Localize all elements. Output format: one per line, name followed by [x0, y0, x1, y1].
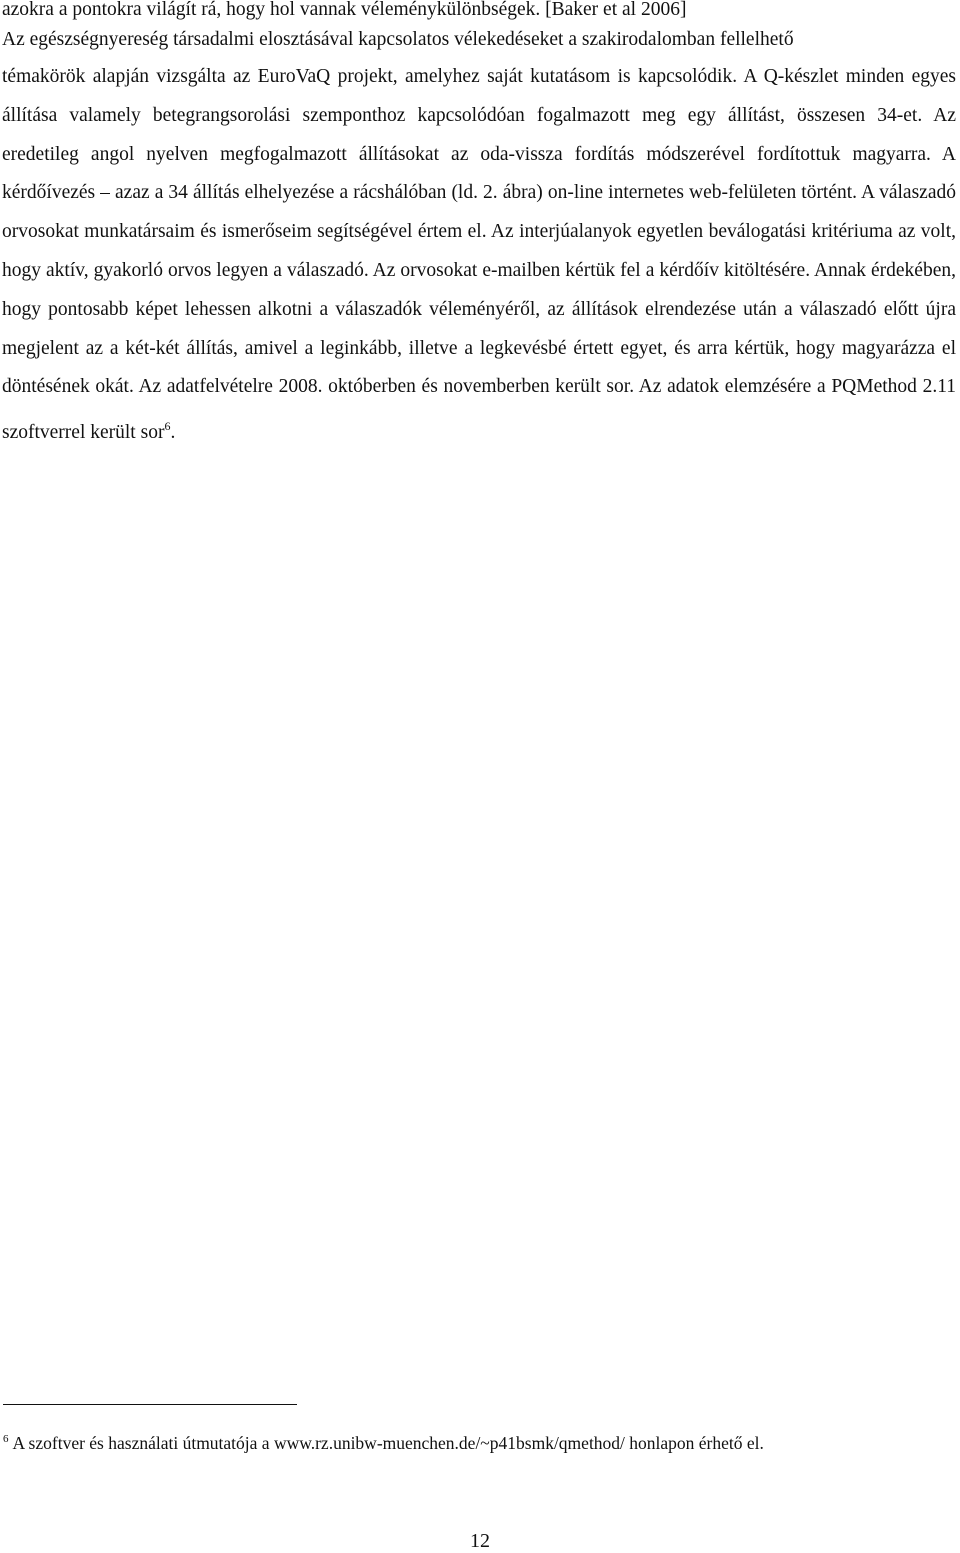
paragraph-text: témakörök alapján vizsgálta az EuroVaQ projekt, amelyhez saját kutatásom is kapcsolódik. A Q-készlet minden egyes állítása valamely betegrangsorolási szemponthoz kapcsolódóan fogalmazott meg egy állítást, összesen 34-et. Az eredetileg angol nyelven megfogalmazott állításokat az oda-vissza fordítás módszerével fordítottuk magyarra. A kérdőívezés – azaz a 34 állítás elhelyezése a rácshálóban (ld. 2. ábra) on-line internetes web-felületen történt. A válaszadó orvosokat munkatársaim és ismerőseim segítségével értem el. Az interjúalanyok egyetlen beválogatási kritériuma az volt, hogy aktív, gyakorló orvos legyen a válaszadó. Az orvosokat e-mailben kértük fel a kérdőív kitöltésére. Annak érdekében, hogy pontosabb képet lehessen alkotni a válaszadók véleményéről, az állítások elrendezése után a válaszadó előtt újra megjelent az a két-két állítás, amivel a leginkább, illetve a legkevésbé értett egyet, és arra kértük, hogy magyarázza el döntésének okát. Az adatfelvételre 2008. októberben és novemberben került sor. Az adatok elemzésére a PQMethod 2.11 szoftverrel került sor — [2, 66, 956, 444]
paragraph — [2, 58, 956, 453]
page-number: 12 — [470, 1530, 490, 1552]
paragraph-end: . — [170, 422, 176, 444]
footnote-divider — [3, 1404, 297, 1405]
text-line: Az egészségnyereség társadalmi elosztásával kapcsolatos vélekedéseket a szakirodalomban fellelhető — [2, 29, 794, 50]
body-text — [2, 0, 956, 453]
footnote — [3, 1428, 953, 1454]
footnote-reference[interactable]: 6 — [164, 419, 171, 434]
text-line: azokra a pontokra világít rá, hogy hol vannak véleménykülönbségek. [Baker et al 2006] — [2, 0, 687, 20]
footnote-number: 6 — [3, 1433, 9, 1445]
footnote-text: A szoftver és használati útmutatója a www.rz.unibw-muenchen.de/~p41bsmk/qmethod/ honlapon érhető el. — [12, 1433, 764, 1453]
